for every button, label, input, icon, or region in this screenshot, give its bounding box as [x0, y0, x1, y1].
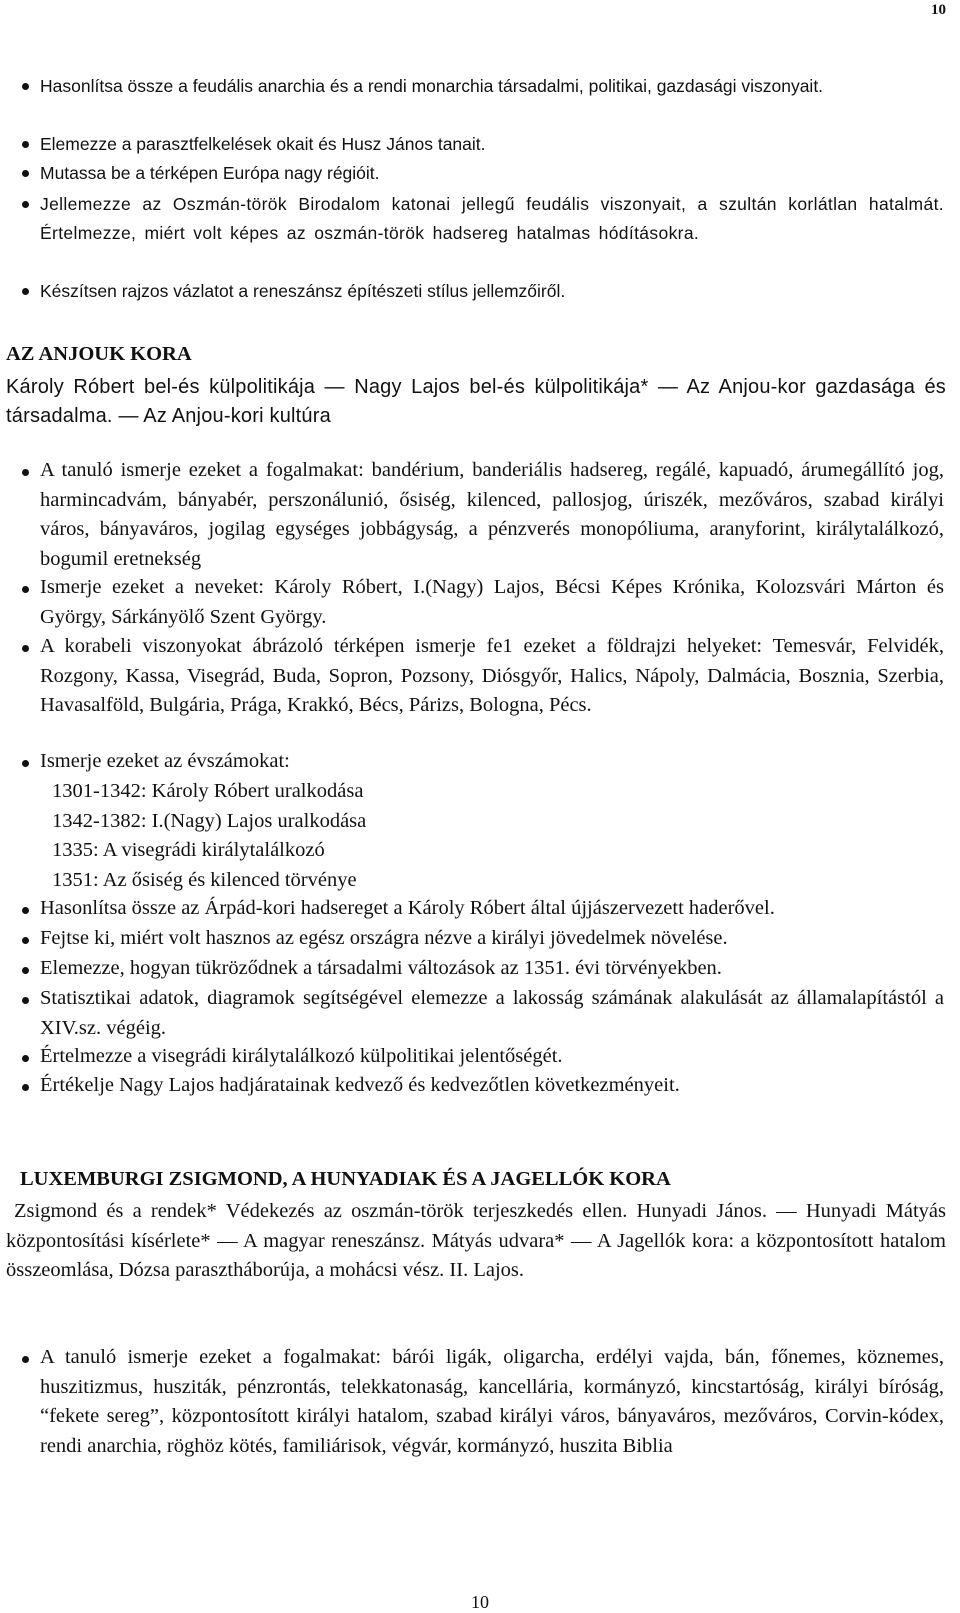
list-item: [22, 747, 944, 777]
list-item: [22, 277, 944, 306]
bullet-icon: [22, 83, 29, 90]
list-item-text: A tanuló ismerje ezeket a fogalmakat: bandérium, banderiális hadsereg, regálé, kapuadó, árumegállító jog, harmincadvám, bányabér, perszonálunió, ősiség, kilenced, pallosjog, úriszék, mezőváros, szabad királyi város, bányaváros, jogilag egységes jobbágyság, a pénzverés monopóliuma, aranyforint, királytalálkozó, bogumil eretnekség: [40, 459, 944, 570]
bullet-icon: [22, 997, 29, 1004]
date-entry: 1301-1342: Károly Róbert uralkodása: [52, 780, 364, 802]
section-heading: LUXEMBURGI ZSIGMOND, A HUNYADIAK ÉS A JAGELLÓK KORA: [20, 1168, 671, 1190]
list-item: [22, 456, 944, 574]
list-item-text: Elemezze a parasztfelkelések okait és Husz János tanait.: [40, 134, 486, 154]
list-item-text: A tanuló ismerje ezeket a fogalmakat: bárói ligák, oligarcha, erdélyi vajda, bán, főnemes, köznemes, huszitizmus, husziták, pénzrontás, telekkatonaság, kancellária, kormányzó, kincstartóság, királyi bíróság, “fekete sereg”, központosított királyi hatalom, szabad királyi város, bányaváros, mezőváros, Corvin-kódex, rendi anarchia, röghöz kötés, familiárisok, végvár, kormányzó, huszita Biblia: [40, 1346, 944, 1457]
bullet-icon: [22, 937, 29, 944]
list-item-text: Elemezze, hogyan tükröződnek a társadalmi változások az 1351. évi törvényekben.: [40, 957, 722, 979]
list-item: [22, 984, 944, 1043]
list-item-text: Jellemezze az Oszmán-török Birodalom katonai jellegű feudális viszonyait, a szultán korlátlan hatalmát. Értelmezze, miért volt képes az oszmán-török hadsereg hatalmas hódításokra.: [40, 194, 944, 243]
bullet-icon: [22, 1356, 29, 1363]
bullet-icon: [22, 288, 29, 295]
list-item-text: Fejtse ki, miért volt hasznos az egész országra nézve a királyi jövedelmek növelése.: [40, 927, 728, 949]
list-item: [22, 573, 944, 632]
list-item-text: Ismerje ezeket az évszámokat:: [40, 750, 290, 772]
bullet-icon: [22, 141, 29, 148]
date-entry: 1342-1382: I.(Nagy) Lajos uralkodása: [52, 809, 367, 832]
list-item: [22, 894, 944, 924]
list-item: [22, 1071, 944, 1101]
list-item: [22, 632, 944, 721]
date-entry: 1351: Az ősiség és kilenced törvénye: [52, 868, 357, 891]
list-item: [22, 954, 944, 984]
list-item-text: Hasonlítsa össze az Árpád-kori hadsereget a Károly Róbert által újjászervezett haderővel.: [40, 897, 775, 919]
list-item-text: Ismerje ezeket a neveket: Károly Róbert, I.(Nagy) Lajos, Bécsi Képes Krónika, Kolozsvári Márton és György, Sárkányölő Szent György.: [40, 576, 944, 628]
bullet-icon: [22, 760, 29, 767]
list-item: [22, 190, 944, 248]
list-item: [22, 159, 944, 188]
page-number-bottom: 10: [471, 1592, 489, 1612]
bullet-icon: [22, 1055, 29, 1062]
bullet-icon: [22, 645, 29, 652]
bullet-icon: [22, 586, 29, 593]
list-item-text: Hasonlítsa össze a feudális anarchia és a rendi monarchia társadalmi, politikai, gazdasági viszonyait.: [40, 76, 824, 96]
bullet-icon: [22, 469, 29, 476]
list-item: [22, 1343, 944, 1461]
list-item-text: A korabeli viszonyokat ábrázoló térképen ismerje fe1 ezeket a földrajzi helyeket: Temesvár, Felvidék, Rozgony, Kassa, Visegrád, Buda, Sopron, Pozsony, Diósgyőr, Halics, Nápoly, Dalmácia, Bosznia, Szerbia, Havasalföld, Bulgária, Prága, Krakkó, Bécs, Párizs, Bologna, Pécs.: [40, 635, 944, 716]
list-item-text: Készítsen rajzos vázlatot a reneszánsz építészeti stílus jellemzőiről.: [40, 281, 566, 301]
bullet-icon: [22, 967, 29, 974]
bullet-icon: [22, 1084, 29, 1091]
date-entry: 1335: A visegrádi királytalálkozó: [52, 839, 325, 861]
bullet-icon: [22, 907, 29, 914]
page-number-top: 10: [931, 2, 946, 18]
bullet-icon: [22, 201, 29, 208]
list-item-text: Értékelje Nagy Lajos hadjáratainak kedvező és kedvezőtlen következményeit.: [40, 1074, 680, 1096]
list-item-text: Értelmezze a visegrádi királytalálkozó külpolitikai jelentőségét.: [40, 1045, 563, 1067]
date-list: [52, 777, 366, 895]
list-item: [22, 924, 944, 954]
section-heading: AZ ANJOUK KORA: [6, 343, 192, 365]
list-item: [22, 130, 944, 159]
bullet-icon: [22, 170, 29, 177]
list-item: [22, 1042, 944, 1072]
section-topics: Károly Róbert bel-és külpolitikája ― Nagy Lajos bel-és külpolitikája* ― Az Anjou-kor gazdasága és társadalma. ― Az Anjou-kori kultúra: [6, 376, 946, 427]
section-topics: Zsigmond és a rendek* Védekezés az oszmán-török terjeszkedés ellen. Hunyadi János. ― Hunyadi Mátyás központosítási kísérlete* ― A magyar reneszánsz. Mátyás udvara* ― A Jagellók kora: a központosított hatalom összeomlása, Dózsa parasztháborúja, a mohácsi vész. II. Lajos.: [6, 1200, 946, 1281]
list-item: [22, 72, 944, 101]
list-item-text: Mutassa be a térképen Európa nagy régióit.: [40, 163, 380, 183]
list-item-text: Statisztikai adatok, diagramok segítségével elemezze a lakosság számának alakulását az államalapítástól a XIV.sz. végéig.: [40, 987, 944, 1039]
